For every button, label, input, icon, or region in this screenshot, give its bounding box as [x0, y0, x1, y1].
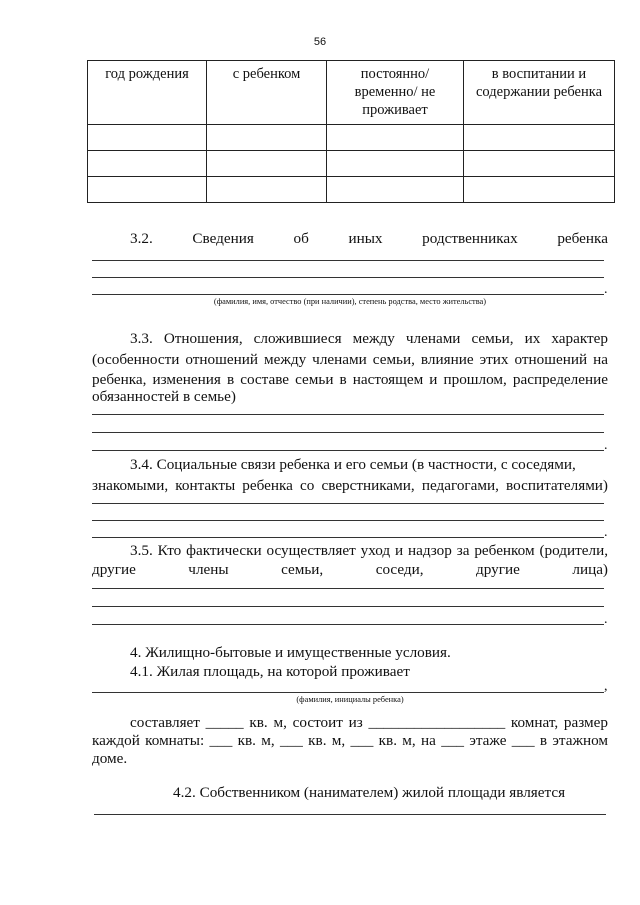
relatives-caption: (фамилия, имя, отчество (при наличии), степень родства, место жительства) [213, 297, 487, 306]
table-cell[interactable] [327, 125, 464, 151]
area-line-2: каждой комнаты: ___ кв. м, ___ кв. м, ___ кв. м, на ___ этаже ___ в этажном [92, 732, 608, 749]
table-cell[interactable] [207, 151, 327, 177]
section-3-2-heading [130, 229, 608, 249]
table-cell[interactable] [464, 125, 615, 151]
period-mark: . [604, 282, 608, 297]
heading-word: об [293, 230, 309, 247]
fill-line[interactable] [92, 260, 604, 261]
fill-line[interactable] [92, 606, 604, 607]
column-header-birth-year: год рождения [88, 61, 207, 125]
table-row [88, 125, 615, 151]
table-cell[interactable] [88, 151, 207, 177]
period-mark: . [604, 525, 608, 540]
table-cell[interactable] [464, 151, 615, 177]
section-3-3-line-3: ребенка, изменения в составе семьи в настоящем и прошлом, распределение [92, 371, 608, 388]
child-name-caption: (фамилия, инициалы ребенка) [296, 695, 404, 704]
area-line-1: составляет _____ кв. м, состоит из __________________ комнат, размер [130, 714, 608, 731]
table-cell[interactable] [464, 177, 615, 203]
table-header-row [88, 61, 615, 125]
section-3-3-line-4: обязанностей в семье) [92, 388, 236, 405]
table-cell[interactable] [88, 125, 207, 151]
fill-line[interactable] [92, 450, 604, 451]
section-3-3-line-2: (особенности отношений между членами семьи, влияние этих отношений на [92, 351, 608, 368]
table-cell[interactable] [327, 151, 464, 177]
section-3-5-line-1: 3.5. Кто фактически осуществляет уход и надзор за ребенком (родители, [130, 542, 608, 559]
fill-line[interactable] [92, 537, 604, 538]
heading-word: родственниках [422, 230, 518, 247]
section-4-2-heading: 4.2. Собственником (нанимателем) жилой площади является [173, 784, 566, 801]
table-row [88, 151, 615, 177]
column-header-upbringing: в воспитании и содержании ребенка [464, 61, 615, 125]
section-4-1-heading: 4.1. Жилая площадь, на которой проживает [130, 663, 410, 680]
fill-line-owner[interactable] [94, 814, 606, 815]
period-mark: . [604, 612, 608, 627]
fill-line[interactable] [92, 432, 604, 433]
section-3-4-line-1: 3.4. Социальные связи ребенка и его семьи (в частности, с соседями, [130, 456, 576, 473]
fill-line[interactable] [92, 503, 604, 504]
fill-line[interactable] [92, 520, 604, 521]
heading-word: Сведения [192, 230, 254, 247]
family-members-table [87, 60, 615, 203]
section-3-3-line-1: 3.3. Отношения, сложившиеся между членами семьи, их характер [130, 330, 608, 347]
table-cell[interactable] [207, 177, 327, 203]
comma-mark: , [604, 679, 608, 694]
column-header-residence: постоянно/ временно/ не проживает [327, 61, 464, 125]
table-cell[interactable] [327, 177, 464, 203]
fill-line[interactable] [92, 294, 604, 295]
fill-line[interactable] [92, 588, 604, 589]
column-header-with-child: с ребенком [207, 61, 327, 125]
section-3-5-line-2: другие члены семьи, соседи, другие лица) [92, 561, 608, 578]
heading-word: ребенка [557, 230, 608, 247]
heading-word: иных [348, 230, 383, 247]
fill-line[interactable] [92, 414, 604, 415]
table-row [88, 177, 615, 203]
page-number: 56 [313, 36, 327, 48]
table-cell[interactable] [207, 125, 327, 151]
fill-line[interactable] [92, 277, 604, 278]
table-cell[interactable] [88, 177, 207, 203]
section-4-title: 4. Жилищно-бытовые и имущественные условия. [130, 644, 451, 661]
section-number: 3.2. [130, 230, 153, 247]
fill-line-child-name[interactable] [92, 692, 604, 693]
fill-line[interactable] [92, 624, 604, 625]
period-mark: . [604, 438, 608, 453]
area-line-3: доме. [92, 750, 128, 767]
section-3-4-line-2: знакомыми, контакты ребенка со сверстниками, педагогами, воспитателями) [92, 477, 608, 494]
